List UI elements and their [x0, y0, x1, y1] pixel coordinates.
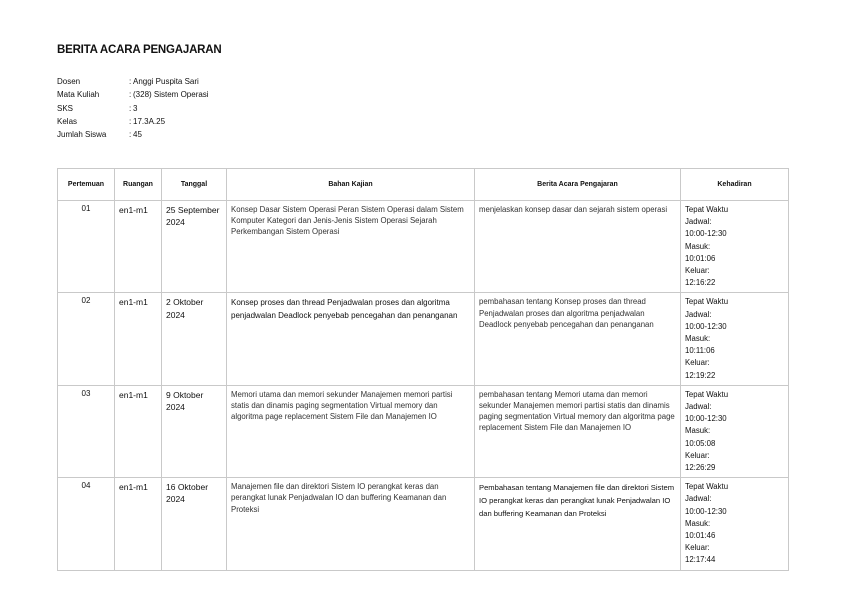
- header-kehadiran: Kehadiran: [681, 169, 789, 201]
- cell-bahan-kajian: Konsep proses dan thread Penjadwalan proses dan algoritma penjadwalan Deadlock penyebab pencegahan dan penanganan: [227, 293, 475, 385]
- info-label: Kelas: [57, 116, 78, 126]
- attendance-schedule-label: Jadwal:: [685, 309, 712, 319]
- attendance-schedule: 10:00-12:30: [685, 321, 727, 331]
- info-row-kelas: [57, 115, 209, 128]
- cell-tanggal: 2 Oktober 2024: [162, 293, 227, 385]
- header-bahan-kajian: Bahan Kajian: [227, 169, 475, 201]
- attendance-in-time: 10:01:06: [685, 253, 716, 263]
- cell-kehadiran: [681, 201, 789, 293]
- attendance-out-time: 12:17:44: [685, 555, 716, 565]
- cell-pertemuan: 02: [58, 293, 115, 385]
- cell-berita-acara: pembahasan tentang Memori utama dan memori sekunder Manajemen memori partisi statis dan dinamis paging segmentation Virtual memory dan algoritma page replacement Sistem File dan Manajemen IO: [475, 385, 681, 477]
- table-header-row: [58, 169, 789, 201]
- cell-bahan-kajian: Konsep Dasar Sistem Operasi Peran Sistem Operasi dalam Sistem Komputer Kategori dan Jenis-Jenis Sistem Operasi Sejarah Perkembangan Sistem Operasi: [227, 201, 475, 293]
- attendance-out-time: 12:26:29: [685, 463, 716, 473]
- cell-kehadiran: [681, 478, 789, 570]
- teaching-report-table: [57, 168, 789, 571]
- attendance-in-label: Masuk:: [685, 334, 711, 344]
- info-value: Anggi Puspita Sari: [133, 77, 199, 86]
- attendance-out-label: Keluar:: [685, 358, 710, 368]
- attendance-out-label: Keluar:: [685, 266, 710, 276]
- attendance-status: Tepat Waktu: [685, 389, 729, 399]
- attendance-status: Tepat Waktu: [685, 297, 729, 307]
- info-separator: :: [129, 103, 132, 113]
- info-row-jumlah-siswa: [57, 128, 209, 141]
- cell-berita-acara: pembahasan tentang Konsep proses dan thread Penjadwalan proses dan algoritma penjadwalan Deadlock penyebab pencegahan dan penanganan: [475, 293, 681, 385]
- info-value: (328) Sistem Operasi: [133, 90, 209, 100]
- header-tanggal: Tanggal: [162, 169, 227, 201]
- cell-kehadiran: [681, 293, 789, 385]
- info-separator: :: [129, 116, 132, 126]
- cell-ruangan: en1-m1: [115, 478, 162, 570]
- table-row: [58, 201, 789, 293]
- attendance-schedule-label: Jadwal:: [685, 217, 712, 227]
- attendance-schedule-label: Jadwal:: [685, 494, 712, 504]
- cell-tanggal: 25 September 2024: [162, 201, 227, 293]
- info-separator: :: [129, 77, 132, 86]
- info-row-sks: [57, 102, 209, 115]
- attendance-out-time: 12:19:22: [685, 370, 716, 380]
- document-title: BERITA ACARA PENGAJARAN: [57, 44, 222, 56]
- table-row: [58, 293, 789, 385]
- cell-berita-acara: menjelaskan konsep dasar dan sejarah sistem operasi: [475, 201, 681, 293]
- info-row-mata-kuliah: [57, 88, 209, 101]
- cell-pertemuan: 04: [58, 478, 115, 570]
- table-row: [58, 385, 789, 477]
- attendance-in-label: Masuk:: [685, 426, 711, 436]
- cell-ruangan: en1-m1: [115, 385, 162, 477]
- attendance-schedule: 10:00-12:30: [685, 506, 727, 516]
- cell-berita-acara: Pembahasan tentang Manajemen file dan direktori Sistem IO perangkat keras dan perangkat lunak Penjadwalan IO dan buffering Keamanan dan Proteksi: [475, 478, 681, 570]
- cell-kehadiran: [681, 385, 789, 477]
- header-pertemuan: Pertemuan: [58, 169, 115, 201]
- attendance-in-label: Masuk:: [685, 241, 711, 251]
- cell-bahan-kajian: Memori utama dan memori sekunder Manajemen memori partisi statis dan dinamis paging segmentation Virtual memory dan algoritma page replacement Sistem File dan Manajemen IO: [227, 385, 475, 477]
- cell-pertemuan: 01: [58, 201, 115, 293]
- attendance-status: Tepat Waktu: [685, 482, 729, 492]
- header-ruangan: Ruangan: [115, 169, 162, 201]
- cell-ruangan: en1-m1: [115, 201, 162, 293]
- info-separator: :: [129, 130, 132, 140]
- attendance-schedule: 10:00-12:30: [685, 414, 727, 424]
- attendance-out-time: 12:16:22: [685, 278, 716, 288]
- info-value: 3: [133, 103, 138, 113]
- attendance-in-label: Masuk:: [685, 518, 711, 528]
- attendance-in-time: 10:05:08: [685, 438, 716, 448]
- info-value: 17.3A.25: [133, 116, 166, 126]
- cell-tanggal: 9 Oktober 2024: [162, 385, 227, 477]
- cell-ruangan: en1-m1: [115, 293, 162, 385]
- cell-pertemuan: 03: [58, 385, 115, 477]
- header-berita-acara: Berita Acara Pengajaran: [475, 169, 681, 201]
- cell-tanggal: 16 Oktober 2024: [162, 478, 227, 570]
- info-row-dosen: [57, 75, 209, 88]
- info-label: SKS: [57, 103, 74, 113]
- info-label: Dosen: [57, 77, 81, 86]
- attendance-out-label: Keluar:: [685, 450, 710, 460]
- info-value: 45: [133, 130, 142, 140]
- attendance-schedule: 10:00-12:30: [685, 229, 727, 239]
- attendance-in-time: 10:01:46: [685, 531, 716, 541]
- attendance-schedule-label: Jadwal:: [685, 402, 712, 412]
- attendance-status: Tepat Waktu: [685, 205, 729, 214]
- attendance-in-time: 10:11:06: [685, 346, 715, 356]
- course-info: [57, 75, 209, 141]
- table-row: [58, 478, 789, 570]
- cell-bahan-kajian: Manajemen file dan direktori Sistem IO perangkat keras dan perangkat lunak Penjadwalan IO dan buffering Keamanan dan Proteksi: [227, 478, 475, 570]
- info-label: Mata Kuliah: [57, 90, 100, 100]
- info-separator: :: [129, 90, 132, 100]
- info-label: Jumlah Siswa: [57, 130, 107, 140]
- attendance-out-label: Keluar:: [685, 543, 710, 553]
